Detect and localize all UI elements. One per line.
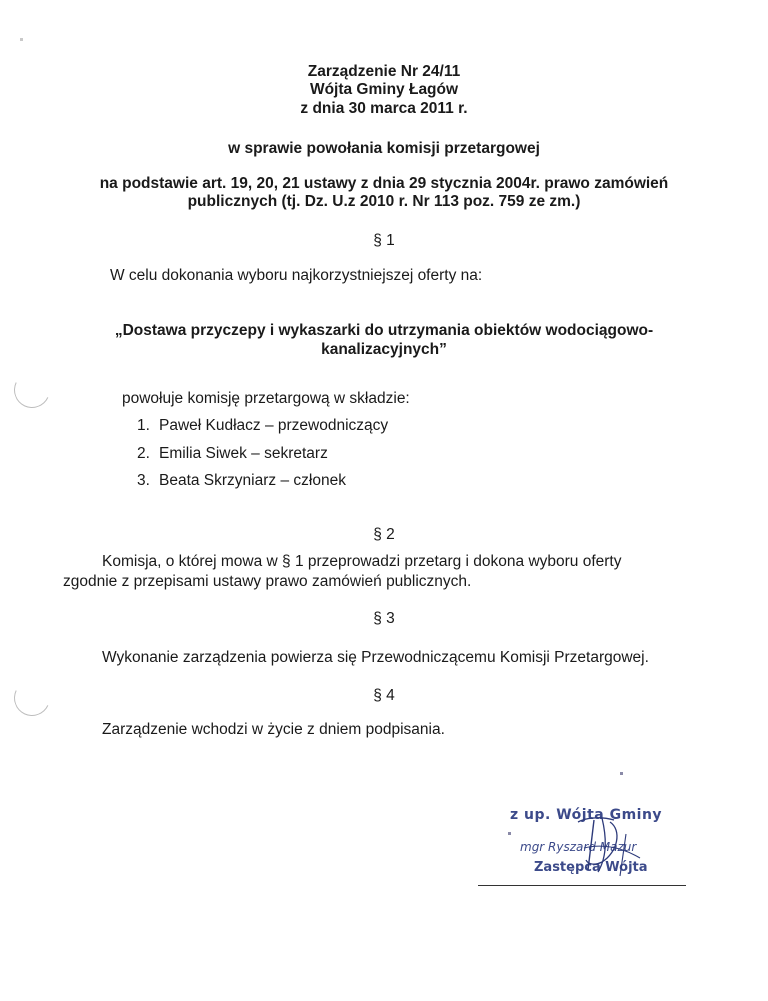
legal-basis-line-1: na podstawie art. 19, 20, 21 ustawy z dnia 29 stycznia 2004r. prawo zamówień — [99, 175, 669, 192]
member-list-item — [137, 417, 388, 435]
section-2-text-line-1: Komisja, o której mowa w § 1 przeprowadzi przetarg i dokona wyboru oferty — [102, 553, 622, 570]
contract-title-line-1: „Dostawa przyczepy i wykaszarki do utrzymania obiektów wodociągowo- — [114, 322, 654, 339]
stamp-authority-line: z up. Wójta Gminy — [510, 807, 663, 823]
section-3-text: Wykonanie zarządzenia powierza się Przewodniczącemu Komisji Przetargowej. — [102, 649, 649, 666]
section-3-heading: § 3 — [373, 610, 395, 627]
member-list-item — [137, 472, 346, 490]
stamp-position-line: Zastępca Wójta — [534, 860, 648, 875]
section-4-heading: § 4 — [373, 687, 395, 704]
document-title: Zarządzenie Nr 24/11 — [307, 63, 461, 80]
member-name: Paweł Kudłacz – przewodniczący — [159, 417, 389, 434]
stamp-name-line: mgr Ryszard Mazur — [520, 840, 637, 854]
ink-speck — [508, 832, 511, 835]
ink-speck — [620, 772, 623, 775]
document-subject: w sprawie powołania komisji przetargowej — [228, 140, 540, 157]
section-1-intro: W celu dokonania wyboru najkorzystniejszej oferty na: — [110, 267, 483, 284]
member-name: Emilia Siwek – sekretarz — [159, 445, 328, 462]
contract-title-line-2: kanalizacyjnych” — [321, 341, 447, 358]
section-4-text: Zarządzenie wchodzi w życie z dniem podpisania. — [102, 721, 445, 738]
punch-hole-mark-top — [9, 367, 55, 413]
section-2-text-line-2: zgodnie z przepisami ustawy prawo zamówień publicznych. — [63, 573, 472, 590]
member-number: 3. — [137, 472, 150, 489]
document-date: z dnia 30 marca 2011 r. — [300, 100, 468, 117]
scan-speck — [20, 38, 23, 41]
signature-stamp — [490, 800, 690, 890]
section-1-heading: § 1 — [373, 232, 395, 249]
section-2-heading: § 2 — [373, 526, 395, 543]
handwritten-signature — [490, 800, 690, 890]
document-issuer: Wójta Gminy Łagów — [309, 81, 459, 98]
member-number: 1. — [137, 417, 150, 434]
signature-line — [478, 885, 686, 886]
legal-basis-line-2: publicznych (tj. Dz. U.z 2010 r. Nr 113 poz. 759 ze zm.) — [187, 193, 581, 210]
member-list-item — [137, 445, 328, 463]
appointment-statement: powołuje komisję przetargową w składzie: — [122, 390, 410, 407]
member-name: Beata Skrzyniarz – członek — [159, 472, 346, 489]
member-number: 2. — [137, 445, 150, 462]
